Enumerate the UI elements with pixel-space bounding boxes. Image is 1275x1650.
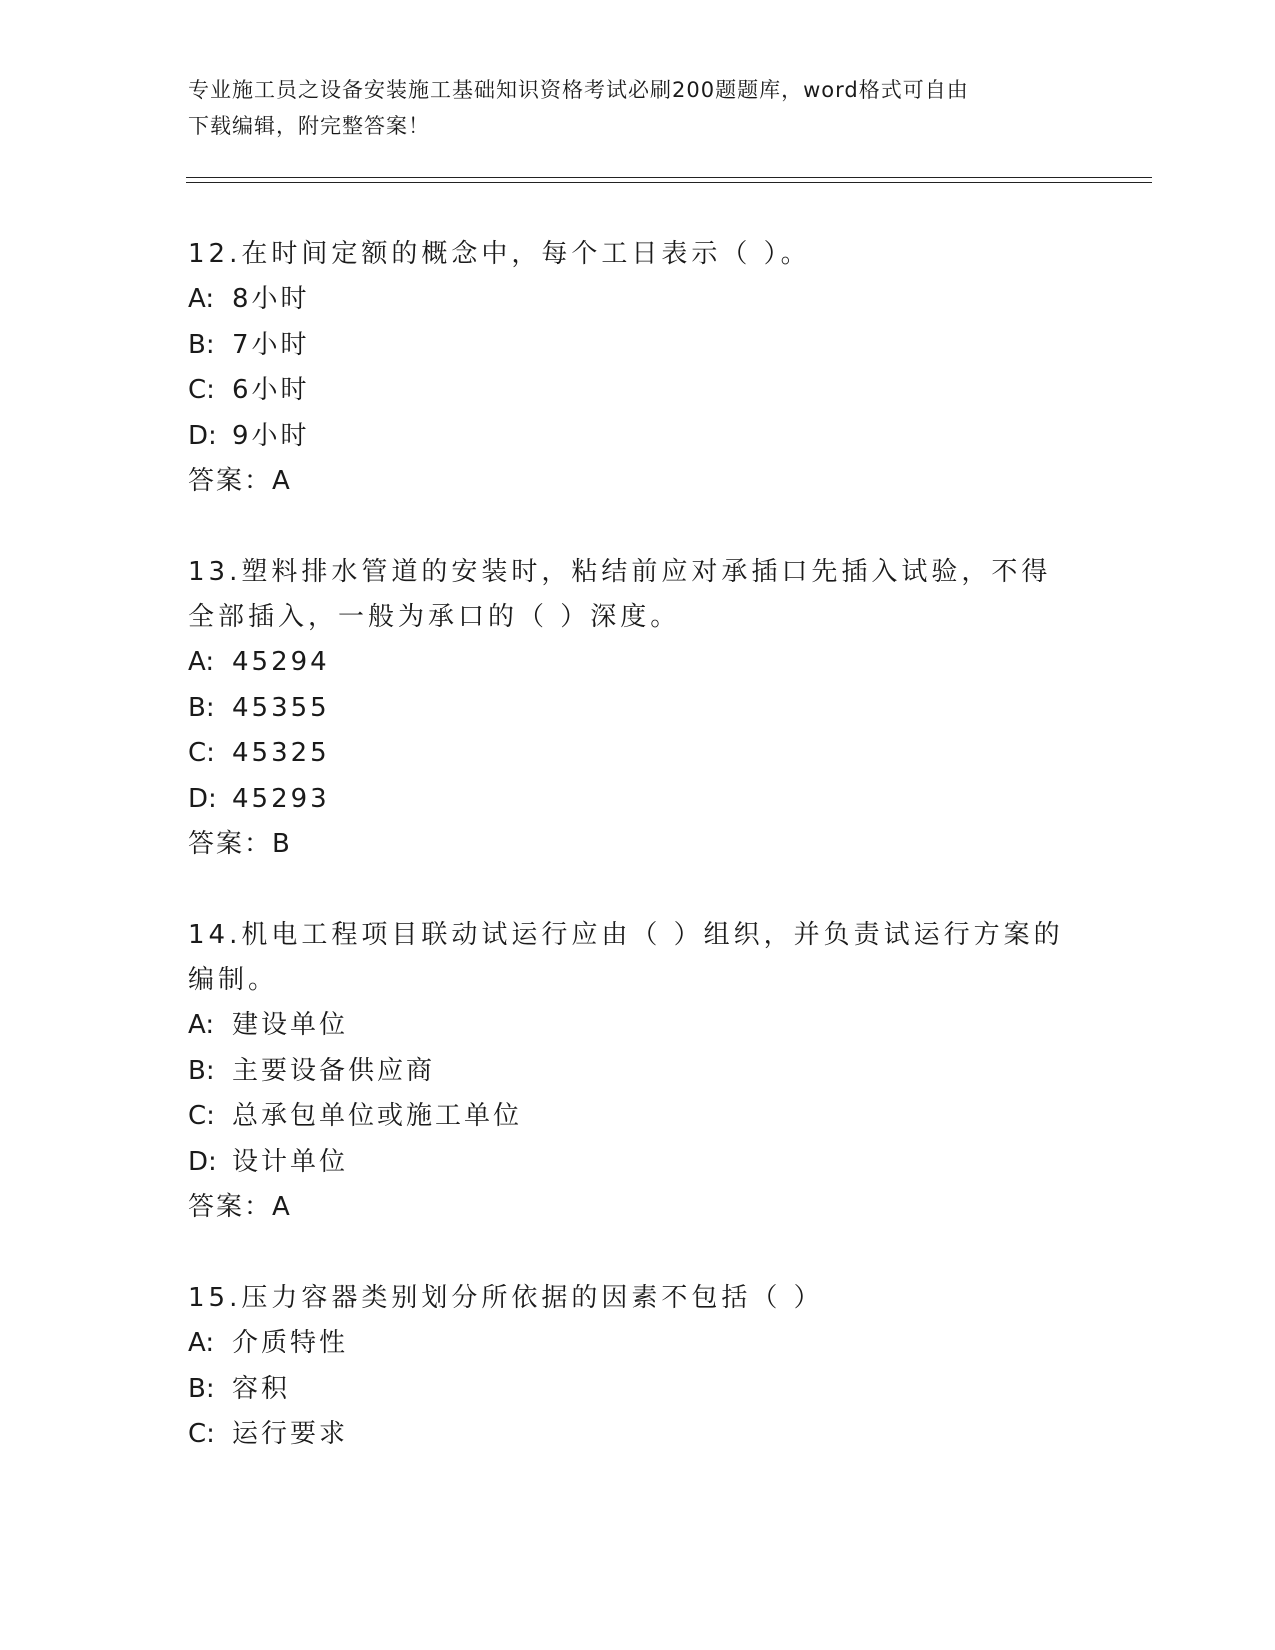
option-c [188, 1412, 1088, 1458]
option-text: 8小时 [232, 284, 310, 314]
option-key: A: [188, 1328, 215, 1358]
answer-line: 答案：A [188, 1192, 292, 1222]
option-a [188, 277, 1088, 323]
option-text: 45325 [232, 738, 330, 768]
option-list [188, 277, 1088, 459]
header-rule-bottom [186, 182, 1152, 183]
option-text: 45293 [232, 783, 330, 814]
option-key: B: [188, 329, 215, 360]
option-c [188, 731, 1088, 777]
header-line-2: 下载编辑，附完整答案！ [188, 114, 430, 138]
question-stem: 12.在时间定额的概念中，每个工日表示（ ）。 [188, 239, 811, 269]
document-header [188, 72, 1068, 144]
question-stem: 15.压力容器类别划分所依据的因素不包括（ ） [188, 1283, 824, 1313]
option-key: A: [188, 1010, 215, 1040]
option-key: B: [188, 692, 215, 723]
option-text: 主要设备供应商 [232, 1055, 436, 1086]
option-text: 介质特性 [232, 1328, 349, 1358]
question-stem: 14.机电工程项目联动试运行应由（ ）组织，并负责试运行方案的编制。 [188, 920, 1064, 995]
option-list [188, 1321, 1088, 1458]
option-key: A: [188, 647, 215, 677]
answer-line: 答案：A [188, 466, 292, 496]
option-key: C: [188, 375, 215, 405]
question-list [188, 232, 1088, 1504]
option-text: 运行要求 [232, 1419, 349, 1449]
option-c [188, 1094, 1088, 1140]
option-text: 总承包单位或施工单位 [232, 1101, 523, 1131]
option-b [188, 323, 1088, 369]
option-b [188, 686, 1088, 732]
option-c [188, 368, 1088, 414]
option-a [188, 1003, 1088, 1049]
option-text: 设计单位 [232, 1146, 349, 1177]
option-d [188, 414, 1088, 460]
option-d [188, 777, 1088, 823]
option-text: 45294 [232, 647, 330, 677]
option-key: C: [188, 1101, 215, 1131]
option-a [188, 640, 1088, 686]
option-list [188, 1003, 1088, 1185]
question-13 [188, 550, 1088, 867]
option-text: 7小时 [232, 329, 310, 360]
option-text: 45355 [232, 692, 330, 723]
option-d [188, 1140, 1088, 1186]
answer-line: 答案：B [188, 829, 292, 859]
header-line-1: 专业施工员之设备安装施工基础知识资格考试必刷200题题库，word格式可自由 [188, 78, 969, 102]
option-key: B: [188, 1055, 215, 1086]
option-key: A: [188, 284, 215, 314]
option-text: 容积 [232, 1373, 291, 1404]
option-text: 9小时 [232, 420, 310, 451]
option-a [188, 1321, 1088, 1367]
question-14 [188, 913, 1088, 1230]
option-b [188, 1049, 1088, 1095]
option-key: C: [188, 1419, 215, 1449]
header-rule-top [186, 177, 1152, 178]
question-15 [188, 1276, 1088, 1458]
question-stem: 13.塑料排水管道的安装时，粘结前应对承插口先插入试验，不得全部插入，一般为承口的（ ）深度。 [188, 557, 1052, 632]
option-text: 6小时 [232, 375, 310, 405]
option-key: B: [188, 1373, 215, 1404]
option-text: 建设单位 [232, 1010, 349, 1040]
option-b [188, 1367, 1088, 1413]
question-12 [188, 232, 1088, 504]
option-key: D: [188, 1146, 217, 1177]
option-list [188, 640, 1088, 822]
option-key: D: [188, 420, 217, 451]
option-key: C: [188, 738, 215, 768]
option-key: D: [188, 783, 217, 814]
